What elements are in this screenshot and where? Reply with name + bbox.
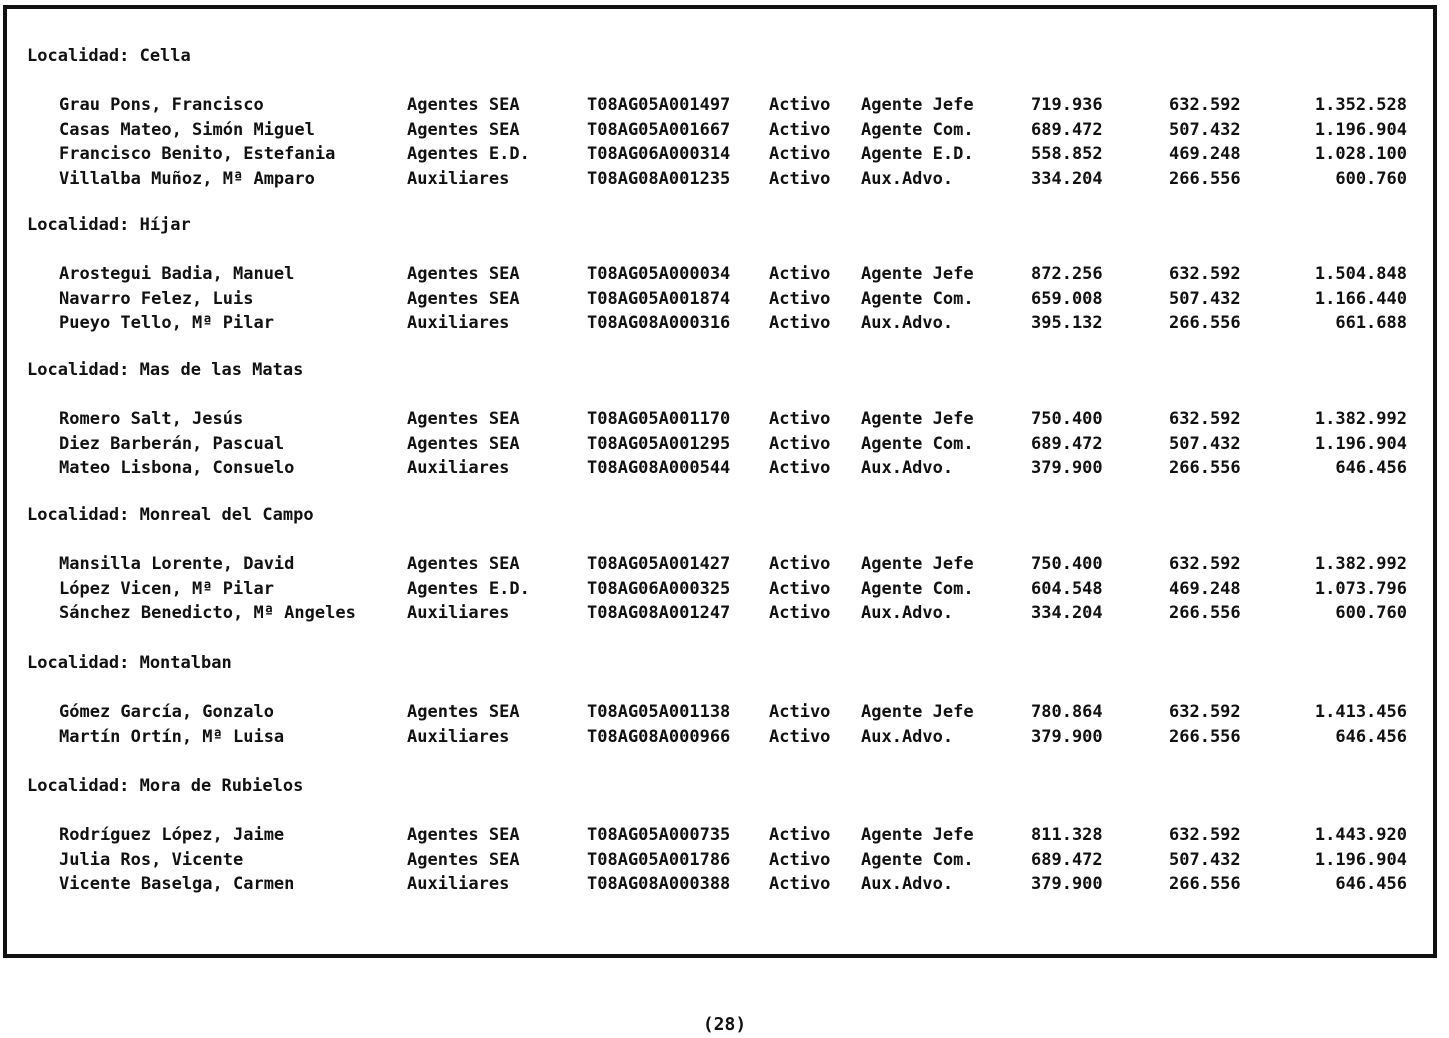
staff-category: Agentes SEA — [407, 849, 520, 870]
amount-total: 1.413.456 — [1314, 702, 1407, 722]
table-row — [27, 874, 1427, 898]
amount-total: 1.382.992 — [1314, 409, 1407, 429]
staff-category: Auxiliares — [407, 603, 510, 623]
amount-total: 1.196.904 — [1314, 849, 1407, 870]
status: Activo — [769, 458, 831, 478]
employee-name: Casas Mateo, Simón Miguel — [59, 119, 315, 140]
staff-category: Agentes SEA — [407, 95, 520, 115]
position-code: T08AG05A001138 — [587, 702, 731, 722]
amount-2: 632.592 — [1169, 554, 1241, 574]
amount-2: 266.556 — [1169, 313, 1241, 333]
position-code: T08AG05A000034 — [587, 264, 731, 284]
amount-total: 1.166.440 — [1314, 288, 1407, 309]
amount-1: 750.400 — [1031, 554, 1103, 574]
staff-category: Agentes SEA — [407, 702, 520, 722]
amount-total: 1.073.796 — [1314, 578, 1407, 599]
amount-2: 266.556 — [1169, 168, 1241, 189]
position-code: T08AG06A000314 — [587, 144, 731, 164]
amount-2: 632.592 — [1169, 95, 1241, 115]
amount-1: 689.472 — [1031, 433, 1103, 454]
employee-name: Francisco Benito, Estefania — [59, 144, 336, 164]
locality-heading: Localidad: Mas de las Matas — [27, 360, 304, 380]
status: Activo — [769, 168, 831, 189]
table-row — [27, 603, 1427, 627]
job-title: Agente Jefe — [861, 702, 974, 722]
amount-2: 507.432 — [1169, 433, 1241, 454]
job-title: Agente Jefe — [861, 95, 974, 115]
status: Activo — [769, 313, 831, 333]
status: Activo — [769, 702, 831, 722]
job-title: Agente Com. — [861, 433, 974, 454]
position-code: T08AG05A001427 — [587, 554, 731, 574]
table-row — [27, 144, 1427, 168]
position-code: T08AG08A000544 — [587, 458, 731, 478]
amount-1: 811.328 — [1031, 825, 1103, 845]
amount-2: 507.432 — [1169, 849, 1241, 870]
amount-total: 646.456 — [1335, 874, 1407, 894]
table-row — [27, 434, 1427, 458]
amount-1: 689.472 — [1031, 119, 1103, 140]
amount-total: 1.196.904 — [1314, 433, 1407, 454]
amount-2: 266.556 — [1169, 603, 1241, 623]
amount-1: 334.204 — [1031, 168, 1103, 189]
employee-name: Rodríguez López, Jaime — [59, 825, 285, 845]
table-row — [27, 825, 1427, 849]
table-row — [27, 264, 1427, 288]
employee-name: Vicente Baselga, Carmen — [59, 874, 295, 894]
amount-1: 659.008 — [1031, 288, 1103, 309]
amount-2: 469.248 — [1169, 578, 1241, 599]
position-code: T08AG08A000316 — [587, 313, 731, 333]
status: Activo — [769, 409, 831, 429]
amount-2: 507.432 — [1169, 288, 1241, 309]
amount-total: 646.456 — [1335, 726, 1407, 747]
job-title: Agente Com. — [861, 288, 974, 309]
amount-1: 872.256 — [1031, 264, 1103, 284]
employee-name: Navarro Felez, Luis — [59, 288, 254, 309]
amount-total: 1.382.992 — [1314, 554, 1407, 574]
amount-total: 600.760 — [1335, 168, 1407, 189]
status: Activo — [769, 849, 831, 870]
employee-name: Julia Ros, Vicente — [59, 849, 244, 870]
locality-heading: Localidad: Mora de Rubielos — [27, 776, 304, 796]
amount-total: 1.443.920 — [1314, 825, 1407, 845]
position-code: T08AG05A000735 — [587, 825, 731, 845]
position-code: T08AG05A001497 — [587, 95, 731, 115]
amount-1: 379.900 — [1031, 874, 1103, 894]
amount-2: 266.556 — [1169, 726, 1241, 747]
amount-1: 379.900 — [1031, 458, 1103, 478]
status: Activo — [769, 264, 831, 284]
position-code: T08AG05A001786 — [587, 849, 731, 870]
position-code: T08AG08A001247 — [587, 603, 731, 623]
status: Activo — [769, 603, 831, 623]
table-row — [27, 409, 1427, 433]
amount-total: 646.456 — [1335, 458, 1407, 478]
amount-2: 507.432 — [1169, 119, 1241, 140]
table-row — [27, 702, 1427, 726]
amount-2: 632.592 — [1169, 264, 1241, 284]
employee-name: Pueyo Tello, Mª Pilar — [59, 313, 274, 333]
table-row — [27, 169, 1427, 193]
staff-category: Agentes SEA — [407, 288, 520, 309]
amount-1: 604.548 — [1031, 578, 1103, 599]
amount-1: 719.936 — [1031, 95, 1103, 115]
position-code: T08AG05A001170 — [587, 409, 731, 429]
amount-2: 266.556 — [1169, 874, 1241, 894]
status: Activo — [769, 825, 831, 845]
amount-total: 661.688 — [1335, 313, 1407, 333]
amount-2: 632.592 — [1169, 409, 1241, 429]
locality-heading: Localidad: Híjar — [27, 215, 191, 235]
table-row — [27, 458, 1427, 482]
position-code: T08AG05A001295 — [587, 433, 731, 454]
table-row — [27, 289, 1427, 313]
job-title: Agente Com. — [861, 578, 974, 599]
position-code: T08AG06A000325 — [587, 578, 731, 599]
amount-2: 469.248 — [1169, 144, 1241, 164]
locality-heading: Localidad: Montalban — [27, 653, 232, 673]
staff-category: Agentes SEA — [407, 119, 520, 140]
amount-1: 689.472 — [1031, 849, 1103, 870]
employee-name: Grau Pons, Francisco — [59, 95, 264, 115]
staff-category: Agentes SEA — [407, 825, 520, 845]
employee-name: Mateo Lisbona, Consuelo — [59, 458, 295, 478]
amount-total: 1.196.904 — [1314, 119, 1407, 140]
status: Activo — [769, 874, 831, 894]
staff-category: Auxiliares — [407, 168, 510, 189]
status: Activo — [769, 144, 831, 164]
job-title: Aux.Advo. — [861, 168, 954, 189]
job-title: Agente Jefe — [861, 825, 974, 845]
job-title: Agente Jefe — [861, 264, 974, 284]
amount-2: 632.592 — [1169, 702, 1241, 722]
table-row — [27, 850, 1427, 874]
amount-1: 750.400 — [1031, 409, 1103, 429]
status: Activo — [769, 119, 831, 140]
job-title: Agente Jefe — [861, 409, 974, 429]
table-row — [27, 313, 1427, 337]
staff-category: Agentes SEA — [407, 409, 520, 429]
position-code: T08AG08A000388 — [587, 874, 731, 894]
status: Activo — [769, 726, 831, 747]
job-title: Agente Jefe — [861, 554, 974, 574]
locality-heading: Localidad: Cella — [27, 46, 191, 66]
staff-category: Auxiliares — [407, 726, 510, 747]
status: Activo — [769, 95, 831, 115]
amount-1: 379.900 — [1031, 726, 1103, 747]
page-number: (28) — [702, 1014, 747, 1035]
status: Activo — [769, 554, 831, 574]
job-title: Agente E.D. — [861, 144, 974, 164]
employee-name: Sánchez Benedicto, Mª Angeles — [59, 603, 356, 623]
employee-name: Villalba Muñoz, Mª Amparo — [59, 168, 315, 189]
amount-total: 1.352.528 — [1314, 95, 1407, 115]
status: Activo — [769, 578, 831, 599]
locality-heading: Localidad: Monreal del Campo — [27, 505, 314, 525]
position-code: T08AG05A001667 — [587, 119, 731, 140]
employee-name: Romero Salt, Jesús — [59, 409, 244, 429]
staff-category: Auxiliares — [407, 874, 510, 894]
employee-name: Mansilla Lorente, David — [59, 554, 295, 574]
amount-1: 395.132 — [1031, 313, 1103, 333]
staff-category: Agentes SEA — [407, 433, 520, 454]
amount-2: 266.556 — [1169, 458, 1241, 478]
staff-category: Agentes E.D. — [407, 144, 530, 164]
amount-1: 334.204 — [1031, 603, 1103, 623]
staff-category: Auxiliares — [407, 458, 510, 478]
table-row — [27, 554, 1427, 578]
staff-category: Auxiliares — [407, 313, 510, 333]
employee-name: Martín Ortín, Mª Luisa — [59, 726, 285, 747]
amount-total: 1.028.100 — [1314, 144, 1407, 164]
position-code: T08AG08A000966 — [587, 726, 731, 747]
job-title: Aux.Advo. — [861, 603, 954, 623]
job-title: Agente Com. — [861, 849, 974, 870]
table-row — [27, 727, 1427, 751]
status: Activo — [769, 288, 831, 309]
employee-name: Diez Barberán, Pascual — [59, 433, 285, 454]
amount-total: 1.504.848 — [1314, 264, 1407, 284]
table-row — [27, 579, 1427, 603]
amount-1: 558.852 — [1031, 144, 1103, 164]
job-title: Aux.Advo. — [861, 726, 954, 747]
position-code: T08AG05A001874 — [587, 288, 731, 309]
table-frame — [3, 5, 1437, 958]
position-code: T08AG08A001235 — [587, 168, 731, 189]
job-title: Aux.Advo. — [861, 313, 954, 333]
staff-category: Agentes E.D. — [407, 578, 530, 599]
employee-name: López Vicen, Mª Pilar — [59, 578, 274, 599]
staff-category: Agentes SEA — [407, 264, 520, 284]
employee-name: Gómez García, Gonzalo — [59, 702, 274, 722]
job-title: Agente Com. — [861, 119, 974, 140]
status: Activo — [769, 433, 831, 454]
staff-category: Agentes SEA — [407, 554, 520, 574]
amount-2: 632.592 — [1169, 825, 1241, 845]
table-row — [27, 95, 1427, 119]
amount-total: 600.760 — [1335, 603, 1407, 623]
job-title: Aux.Advo. — [861, 458, 954, 478]
job-title: Aux.Advo. — [861, 874, 954, 894]
amount-1: 780.864 — [1031, 702, 1103, 722]
employee-name: Arostegui Badia, Manuel — [59, 264, 295, 284]
table-row — [27, 120, 1427, 144]
